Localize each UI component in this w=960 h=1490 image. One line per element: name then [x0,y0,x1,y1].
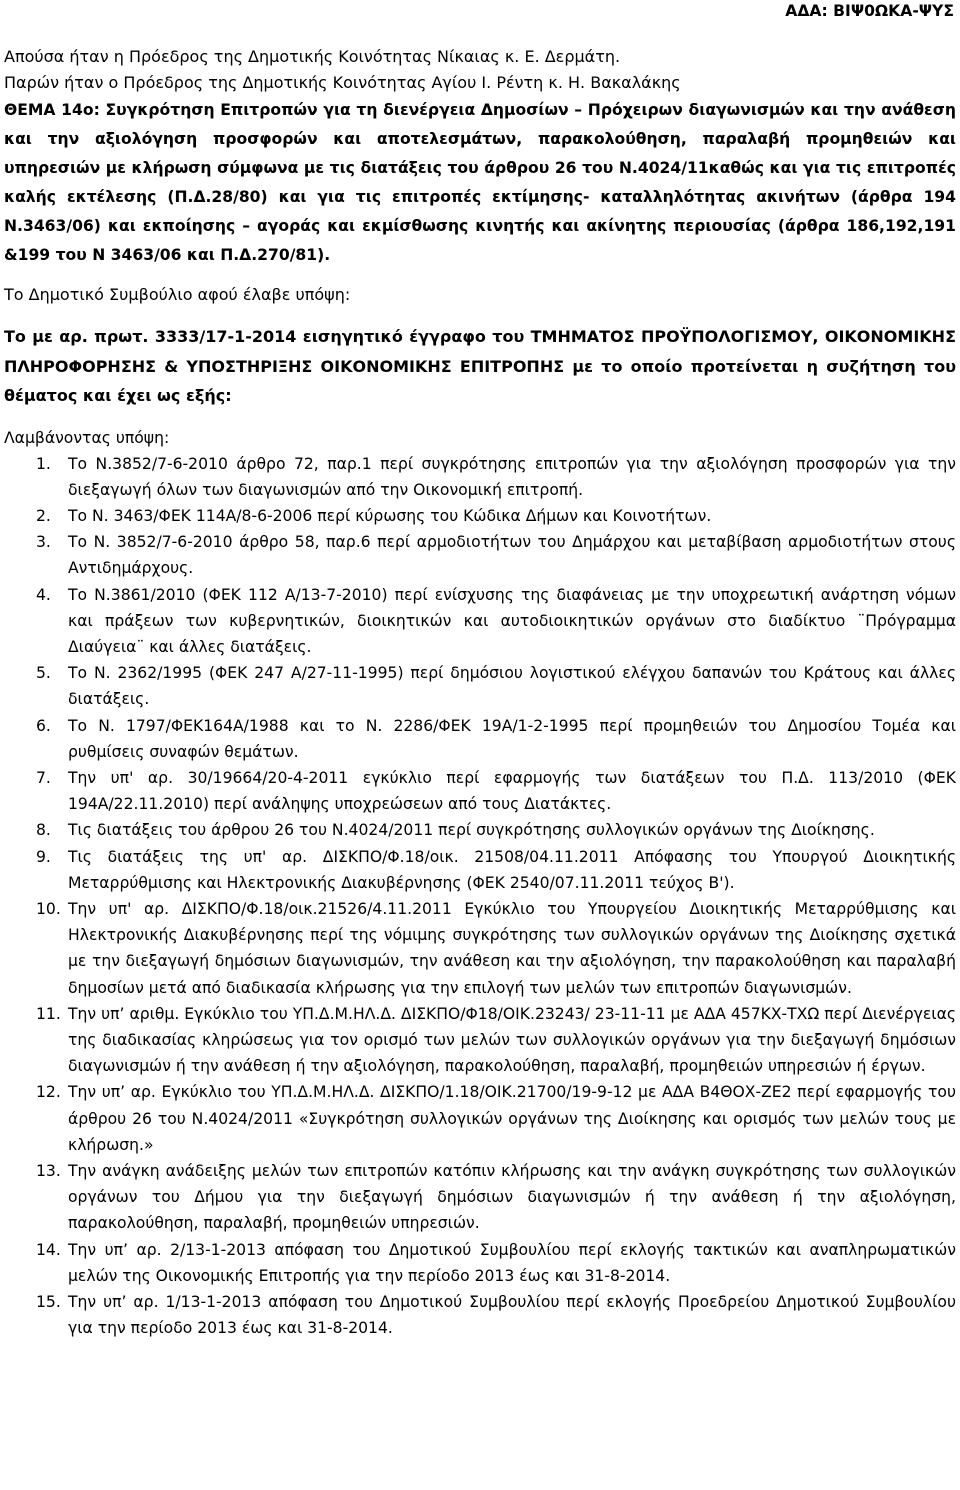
item-text: Την υπ’ αριθμ. Εγκύκλιο του ΥΠ.Δ.Μ.ΗΛ.Δ. ΔΙΣΚΠΟ/Φ18/ΟΙΚ.23243/ 23-11-11 με ΑΔΑ 457ΚΧ-ΤΧΩ περί Διενέργειας της διαδικασίας κληρώσεως για τον ορισμό των μελών των συλλογικών οργάνων για την διεξαγωγή δημόσιων διαγωνισμών ή την ανάθεση ή την αξιολόγηση, παρακολούθηση, παραλαβή, προμηθειών υπηρεσιών ή έργων. [68,1004,956,1076]
topic-block [4,96,956,270]
item-number: 8. [36,821,51,840]
item-number: 6. [36,716,51,735]
item-number: 12. [36,1083,61,1102]
council-statement: Το Δημοτικό Συμβούλιο αφού έλαβε υπόψη: [4,285,351,304]
list-item [4,844,956,896]
item-text: Τις διατάξεις του άρθρου 26 του Ν.4024/2011 περί συγκρότησης συλλογικών οργάνων της Διοίκησης. [68,821,875,840]
item-text: Το Ν.3861/2010 (ΦΕΚ 112 Α/13-7-2010) περί ενίσχυσης της διαφάνειας με την υποχρεωτική ανάρτηση νόμων και πράξεων των κυβερνητικών, διοικητικών και αυτοδιοικητικών οργάνων στο διαδίκτυο ¨Πρόγραμμα Διαύγεια¨ και άλλες διατάξεις. [68,585,956,656]
item-text: Τις διατάξεις της υπ' αρ. ΔΙΣΚΠΟ/Φ.18/οικ. 21508/04.11.2011 Απόφασης του Υπουργού Διοικητικής Μεταρρύθμισης και Ηλεκτρονικής Διακυβέρνησης (ΦΕΚ 2540/07.11.2011 τεύχος Β'). [68,847,956,892]
attendance-notes [4,0,956,96]
item-text: Την υπ' αρ. ΔΙΣΚΠΟ/Φ.18/οικ.21526/4.11.2011 Εγκύκλιο του Υπουργείου Διοικητικής Μεταρρύθμισης και Ηλεκτρονικής Διακυβέρνησης περί της νόμιμης συγκρότησης των συλλογικών οργάνων της Διοίκησης σχετικά με την διεξαγωγή δημόσιων διαγωνισμών, την ανάθεση και την αξιολόγηση, την παρακολούθηση και παραλαβή δημοσίων μετά από διαδικασία κλήρωσης για την επιλογή των μελών των επιτροπών διαγωνισμών. [68,899,956,997]
item-number: 3. [36,533,51,552]
list-item [4,451,956,503]
absence-note: Απούσα ήταν η Πρόεδρος της Δημοτικής Κοινότητας Νίκαιας κ. Ε. Δερμάτη. [4,47,621,66]
item-text: Την υπ’ αρ. 2/13-1-2013 απόφαση του Δημοτικού Συμβουλίου περί εκλογής τακτικών και αναπληρωματικών μελών της Οικονομικής Επιτροπής για την περίοδο 2013 έως και 31-8-2014. [68,1240,956,1285]
item-number: 15. [36,1293,61,1311]
item-text: Την υπ' αρ. 30/19664/20-4-2011 εγκύκλιο περί εφαρμογής των διατάξεων του Π.Δ. 113/2010 (ΦΕΚ 194Α/22.11.2010) περί ανάληψης υποχρεώσεων από τους Διατάκτες. [68,768,956,814]
list-item [4,529,956,581]
presence-note: Παρών ήταν ο Πρόεδρος της Δημοτικής Κοινότητας Αγίου Ι. Ρέντη κ. Η. Βακαλάκης [4,73,681,92]
item-number: 1. [36,454,51,473]
topic-heading: ΘΕΜΑ 14ο: Συγκρότηση Επιτροπών για τη διενέργεια Δημοσίων – Πρόχειρων διαγωνισμών και την ανάθεση και την αξιολόγηση προσφορών και αποτελεσμάτων, παρακολούθηση, παραλαβή προμηθειών και υπηρεσιών με κλήρωση σύμφωνα με τις διατάξεις του άρθρου 26 του Ν.4024/11καθώς και για τις επιτροπές καλής εκτέλεσης (Π.Δ.28/80) και για τις επιτροπές εκτίμησης- καταλληλότητας ακινήτων (άρθρα 194 Ν.3463/06) και εκποίησης – αγοράς και εκμίσθωσης κινητής και ακίνητης περιουσίας (άρθρα 186,192,191 &199 του Ν 3463/06 και Π.Δ.270/81). [4,101,956,264]
list-item [4,817,956,843]
list-item [4,1237,956,1289]
ada-code: ΑΔΑ: ΒΙΨ0ΩΚΑ-ΨΥΣ [785,2,954,20]
item-text: Το Ν. 1797/ΦΕΚ164Α/1988 και το Ν. 2286/ΦΕΚ 19Α/1-2-1995 περί προμηθειών του Δημοσίου Τομέα και ρυθμίσεις συναφών θεμάτων. [68,716,956,761]
item-number: 9. [36,847,51,866]
item-text: Το Ν.3852/7-6-2010 άρθρο 72, παρ.1 περί συγκρότησης επιτροπών για την αξιολόγηση προσφορών για την διεξαγωγή όλων των διαγωνισμών από την Οικονομική επιτροπή. [68,454,956,499]
list-item [4,1079,956,1158]
item-number: 13. [36,1161,61,1180]
item-text: Το Ν. 3463/ΦΕΚ 114Α/8-6-2006 περί κύρωσης του Κώδικα Δήμων και Κοινοτήτων. [68,506,712,525]
item-number: 10. [36,899,61,918]
item-text: Την υπ’ αρ. 1/13-1-2013 απόφαση του Δημοτικού Συμβουλίου περί εκλογής Προεδρείου Δημοτικού Συμβουλίου για την περίοδο 2013 έως και 31-8-2014. [68,1293,956,1338]
document-page [4,0,956,1341]
item-number: 4. [36,585,51,604]
item-number: 11. [36,1004,61,1023]
item-number: 5. [36,664,51,683]
list-item [4,582,956,661]
list-item [4,765,956,817]
item-number: 2. [36,506,51,525]
list-item [4,713,956,765]
item-number: 14. [36,1240,61,1259]
list-item [4,660,956,712]
protocol-paragraph: Το με αρ. πρωτ. 3333/17-1-2014 εισηγητικό έγγραφο του ΤΜΗΜΑΤΟΣ ΠΡΟΫΠΟΛΟΓΙΣΜΟΥ, ΟΙΚΟΝΟΜΙΚΗΣ ΠΛΗΡΟΦΟΡΗΣΗΣ & ΥΠΟΣΤΗΡΙΞΗΣ ΟΙΚΟΝΟΜΙΚΗΣ ΕΠΙΤΡΟΠΗΣ με το οποίο προτείνεται η συζήτηση του θέματος και έχει ως εξής: [4,327,956,405]
list-item [4,1001,956,1080]
list-item [4,503,956,529]
item-text: Την ανάγκη ανάδειξης μελών των επιτροπών κατόπιν κλήρωσης και την ανάγκη συγκρότησης των συλλογικών οργάνων του Δήμου για την διεξαγωγή δημόσιων διαγωνισμών ή την ανάθεση ή την αξιολόγηση, παρακολούθηση, παραλαβή, προμηθειών υπηρεσιών. [68,1161,956,1233]
item-text: Την υπ’ αρ. Εγκύκλιο του ΥΠ.Δ.Μ.ΗΛ.Δ. ΔΙΣΚΠΟ/1.18/ΟΙΚ.21700/19-9-12 με ΑΔΑ Β4ΘΟΧ-ΖΕ2 περί εφαρμογής του άρθρου 26 του Ν.4024/2011 «Συγκρότηση συλλογικών οργάνων της Διοίκησης και ορισμός των μελών τους με κλήρωση.» [68,1083,956,1154]
item-text: Το Ν. 2362/1995 (ΦΕΚ 247 Α/27-11-1995) περί δημόσιου λογιστικού ελέγχου δαπανών του Κράτους και άλλες διατάξεις. [68,664,956,709]
list-item [4,1289,956,1341]
item-text: Το Ν. 3852/7-6-2010 άρθρο 58, παρ.6 περί αρμοδιοτήτων του Δημάρχου και μεταβίβαση αρμοδιοτήτων στους Αντιδημάρχους. [68,533,956,578]
list-item [4,1158,956,1237]
considering-heading: Λαμβάνοντας υπόψη: [4,428,170,447]
list-item [4,896,956,1001]
legal-basis-list [4,451,956,1342]
item-number: 7. [36,768,51,787]
